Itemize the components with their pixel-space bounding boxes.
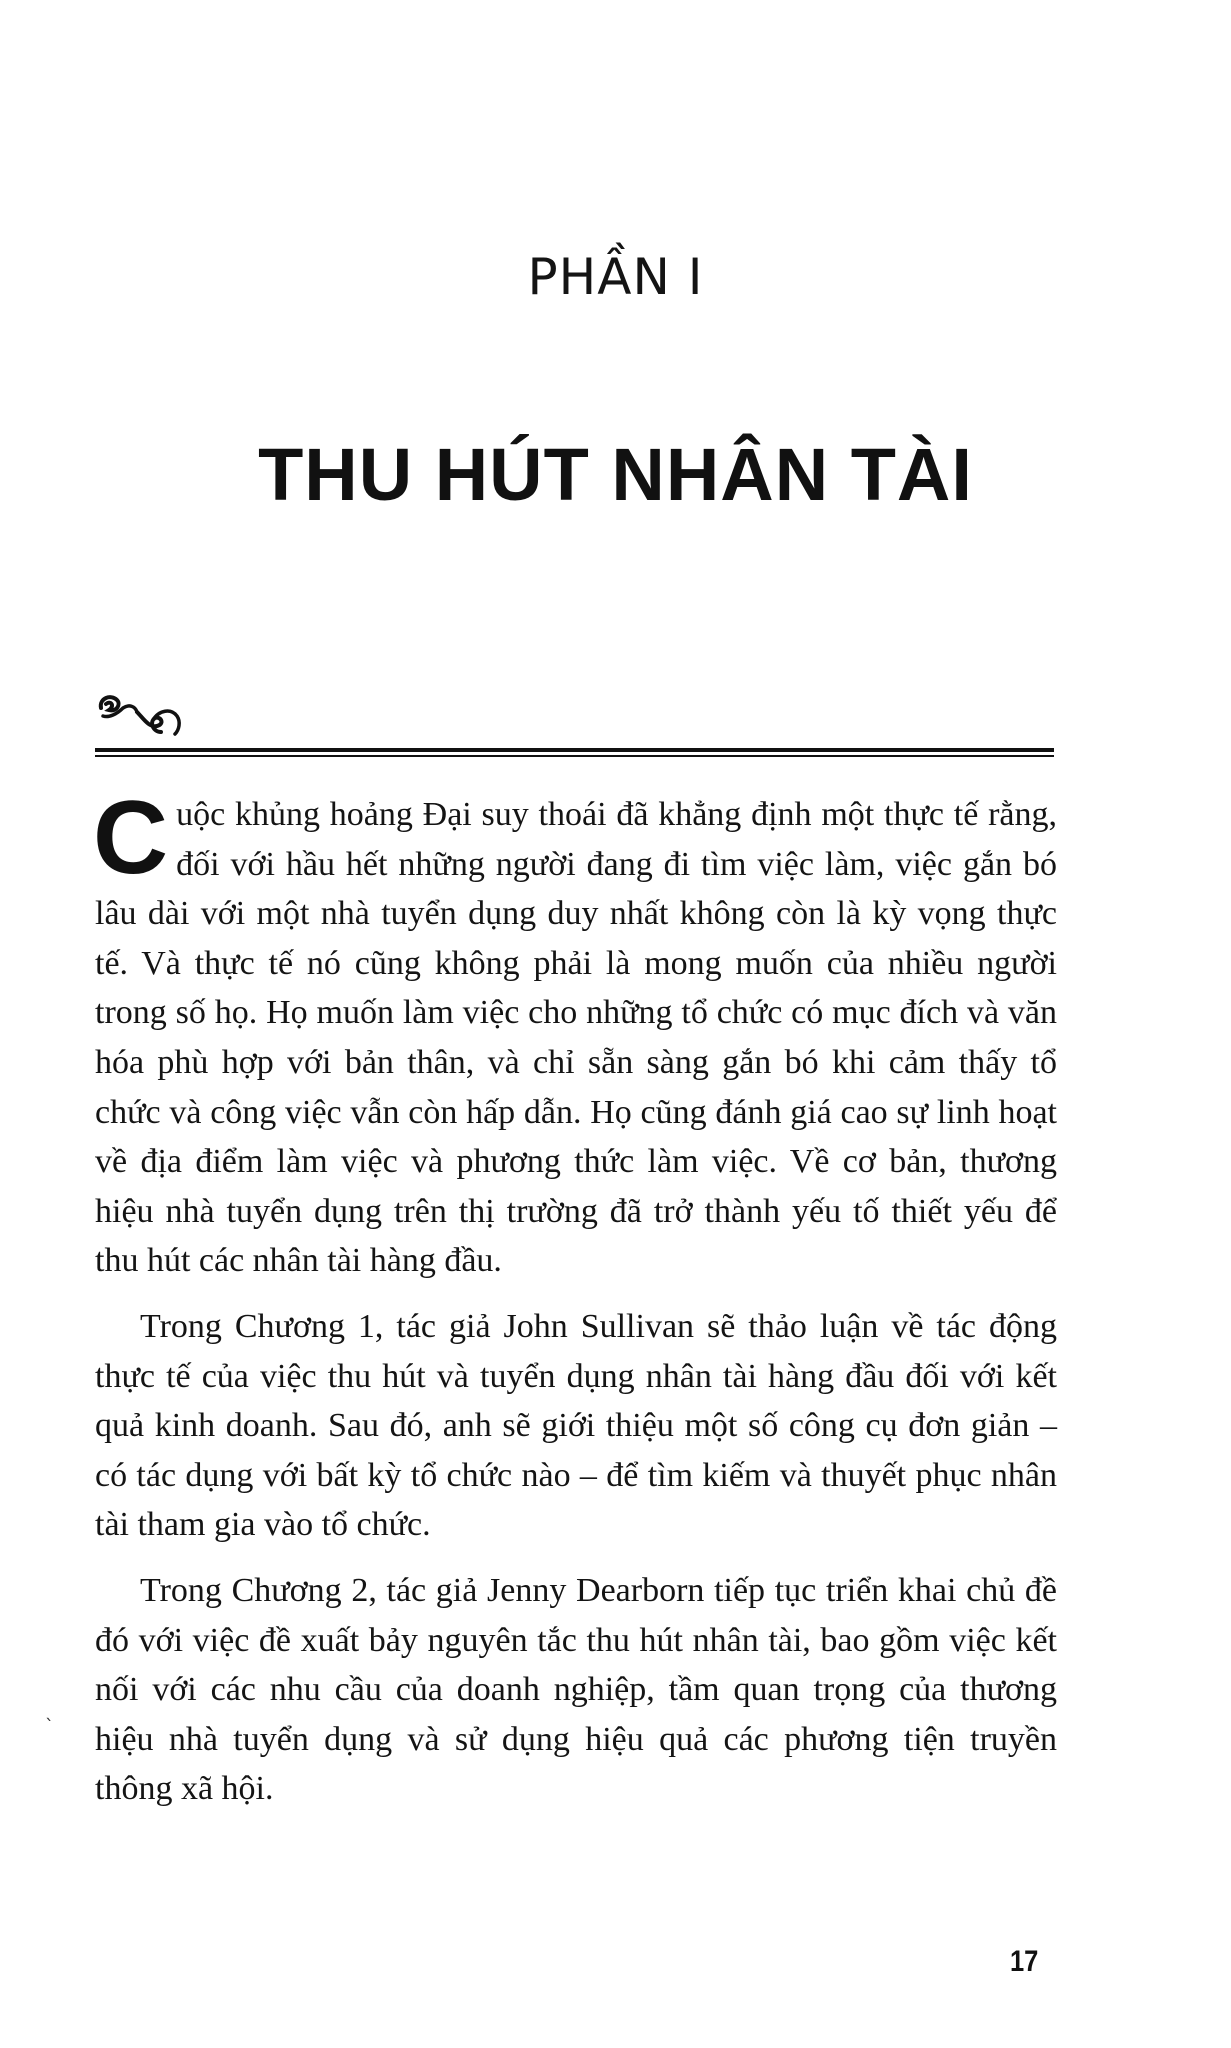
paragraph-chapter-2: Trong Chương 2, tác giả Jenny Dearborn tiếp tục triển khai chủ đề đó với việc đề xuất bảy nguyên tắc thu hút nhân tài, bao gồm việc kết nối với các nhu cầu của doanh nghiệp, tầm quan trọng của thương hiệu nhà tuyển dụng và sử dụng hiệu quả các phương tiện truyền thông xã hội. <box>95 1571 1057 1808</box>
rule-thin-line <box>95 755 1054 757</box>
fleuron-ornament-icon <box>95 688 190 740</box>
paragraph-intro-text: uộc khủng hoảng Đại suy thoái đã khẳng định một thực tế rằng, đối với hầu hết những người đang đi tìm việc làm, việc gắn bó lâu dài với một nhà tuyển dụng duy nhất không còn là kỳ vọng thực tế. Và thực tế nó cũng không phải là mong muốn của nhiều người trong số họ. Họ muốn làm việc cho những tổ chức có mục đích và văn hóa phù hợp với bản thân, và chỉ sẵn sàng gắn bó khi cảm thấy tổ chức và công việc vẫn còn hấp dẫn. Họ cũng đánh giá cao sự linh hoạt về địa điểm làm việc và phương thức làm việc. Về cơ bản, thương hiệu nhà tuyển dụng trên thị trường đã trở thành yếu tố thiết yếu để thu hút các nhân tài hàng đầu. <box>95 796 1057 1280</box>
rule-thick-line <box>95 748 1054 752</box>
page-number: 17 <box>1010 1945 1039 1978</box>
paragraph-chapter-1: Trong Chương 1, tác giả John Sullivan sẽ thảo luận về tác động thực tế của việc thu hút và tuyển dụng nhân tài hàng đầu đối với kết quả kinh doanh. Sau đó, anh sẽ giới thiệu một số công cụ đơn giản – có tác dụng với bất kỳ tổ chức nào – để tìm kiếm và thuyết phục nhân tài tham gia vào tổ chức. <box>95 1307 1057 1544</box>
part-title: THU HÚT NHÂN TÀI <box>258 433 973 516</box>
drop-cap: C <box>93 780 169 896</box>
part-label: PHẦN I <box>527 248 704 306</box>
body-text <box>93 780 1057 1830</box>
stray-scan-mark: ` <box>45 1716 54 1737</box>
double-rule-divider <box>95 748 1054 758</box>
paragraph-intro <box>93 780 1057 1286</box>
